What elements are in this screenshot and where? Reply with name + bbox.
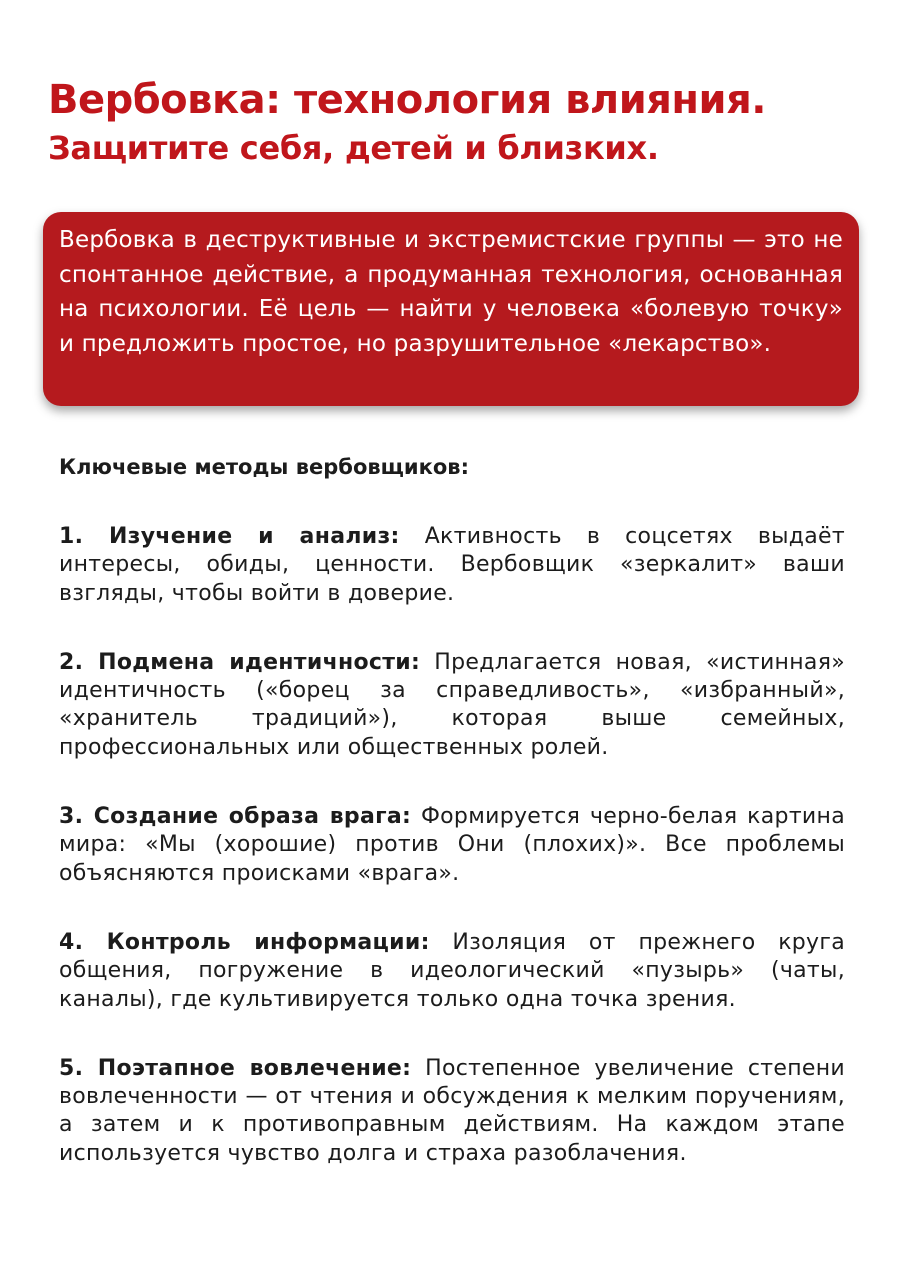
page-title [48, 74, 868, 170]
method-term: 4. Контроль информации: [59, 929, 430, 955]
method-term: 1. Изучение и анализ: [59, 524, 400, 549]
method-item-3 [59, 803, 845, 888]
method-item-1 [59, 523, 845, 608]
method-term: 2. Подмена идентичности: [59, 649, 421, 675]
method-item-5 [59, 1055, 845, 1168]
method-description: Активность в соцсетях выдаёт интересы, обиды, ценности. Вербовщик «зеркалит» ваши взгляды, чтобы войти в доверие. [59, 524, 845, 606]
method-item-2 [59, 649, 845, 762]
intro-text: Вербовка в деструктивные и экстремистские группы — это не спонтанное действие, а продуманная технология, основанная на психологии. Её цель — найти у человека «болевую точку» и предложить простое, но разрушительное «лекарство». [59, 227, 843, 357]
method-item-4 [59, 929, 845, 1014]
method-description: Постепенное увеличение степени вовлеченности — от чтения и обсуждения к мелким поручениям, а затем и к противоправным действиям. На каждом этапе используется чувство долга и страха разоблачения. [59, 1055, 846, 1166]
method-description: Изоляция от прежнего круга общения, погружение в идеологический «пузырь» (чаты, каналы), где культивируется только одна точка зрения. [59, 929, 846, 1012]
title-main: Вербовка: технология влияния. [48, 77, 766, 123]
method-term: 3. Создание образа врага: [59, 804, 412, 830]
method-description: Предлагается новая, «истинная» идентичность («борец за справедливость», «избранный», «хранитель традиций»), которая выше семейных, профессиональных или общественных ролей. [59, 649, 846, 760]
intro-callout [43, 212, 859, 406]
methods-heading: Ключевые методы вербовщиков: [59, 455, 469, 479]
title-subtitle: Защитите себя, детей и близких. [48, 129, 659, 167]
method-description: Формируется черно-белая картина мира: «Мы (хорошие) против Они (плохих)». Все проблемы объясняются происками «врага». [59, 804, 845, 886]
method-term: 5. Поэтапное вовлечение: [59, 1055, 412, 1081]
methods-section [59, 452, 845, 1209]
